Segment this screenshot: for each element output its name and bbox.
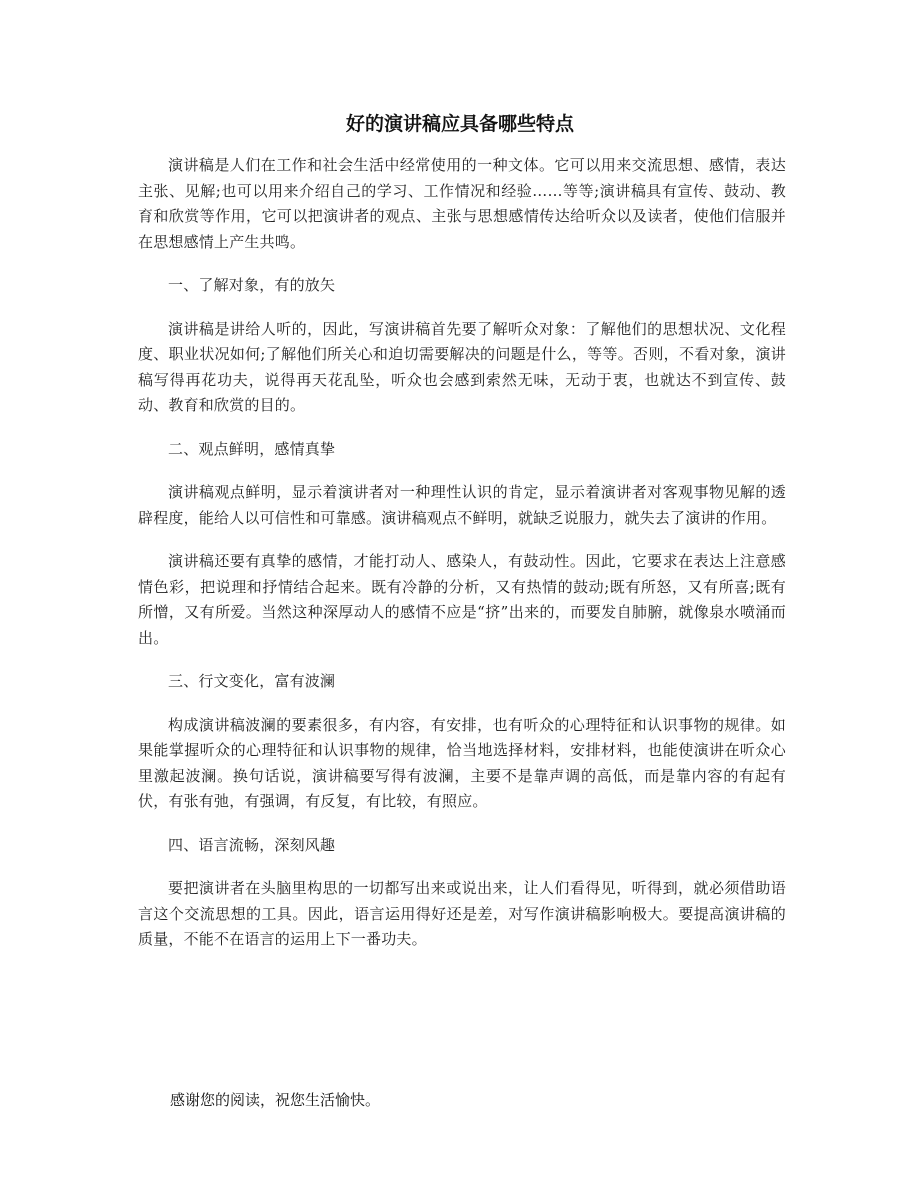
section-1-paragraph-1: 演讲稿是讲给人听的，因此，写演讲稿首先要了解听众对象：了解他们的思想状况、文化程度、职业状况如何;了解他们所关心和迫切需要解决的问题是什么，等等。否则，不看对象，演讲稿写得再花功夫，说得再天花乱坠，听众也会感到索然无味，无动于衷，也就达不到宣传、鼓动、教育和欣赏的目的。 (138, 319, 786, 414)
section-3-paragraph-1: 构成演讲稿波澜的要素很多，有内容，有安排，也有听众的心理特征和认识事物的规律。如果能掌握听众的心理特征和认识事物的规律，恰当地选择材料，安排材料，也能使演讲在听众心里激起波澜。换句话说，演讲稿要写得有波澜，主要不是靠声调的高低，而是靠内容的有起有伏，有张有弛，有强调，有反复，有比较，有照应。 (138, 715, 786, 810)
intro-paragraph: 演讲稿是人们在工作和社会生活中经常使用的一种文体。它可以用来交流思想、感情，表达主张、见解;也可以用来介绍自己的学习、工作情况和经验……等等;演讲稿具有宣传、鼓动、教育和欣赏等作用，它可以把演讲者的观点、主张与思想感情传达给听众以及读者，使他们信服并在思想感情上产生共鸣。 (138, 156, 786, 251)
section-heading-1: 一、了解对象，有的放矢 (168, 276, 336, 294)
section-heading-4: 四、语言流畅，深刻风趣 (168, 835, 336, 854)
section-heading-2: 二、观点鲜明，感情真挚 (168, 439, 336, 458)
section-2-paragraph-1: 演讲稿观点鲜明，显示着演讲者对一种理性认识的肯定，显示着演讲者对客观事物见解的透辟程度，能给人以可信性和可靠感。演讲稿观点不鲜明，就缺乏说服力，就失去了演讲的作用。 (138, 483, 786, 527)
document-body (138, 153, 786, 953)
document-title: 好的演讲稿应具备哪些特点 (345, 113, 574, 135)
closing-message: 感谢您的阅读，祝您生活愉快。 (170, 1091, 381, 1109)
section-4-paragraph-1: 要把演讲者在头脑里构思的一切都写出来或说出来，让人们看得见，听得到，就必须借助语言这个交流思想的工具。因此，语言运用得好还是差，对写作演讲稿影响极大。要提高演讲稿的质量，不能不在语言的运用上下一番功夫。 (138, 879, 786, 948)
section-heading-3: 三、行文变化，富有波澜 (168, 672, 336, 690)
section-2-paragraph-2: 演讲稿还要有真挚的感情，才能打动人、感染人，有鼓动性。因此，它要求在表达上注意感情色彩，把说理和抒情结合起来。既有冷静的分析，又有热情的鼓动;既有所怒，又有所喜;既有所憎，又有所爱。当然这种深厚动人的感情不应是“挤”出来的，而要发自肺腑，就像泉水喷涌而出。 (138, 552, 786, 647)
